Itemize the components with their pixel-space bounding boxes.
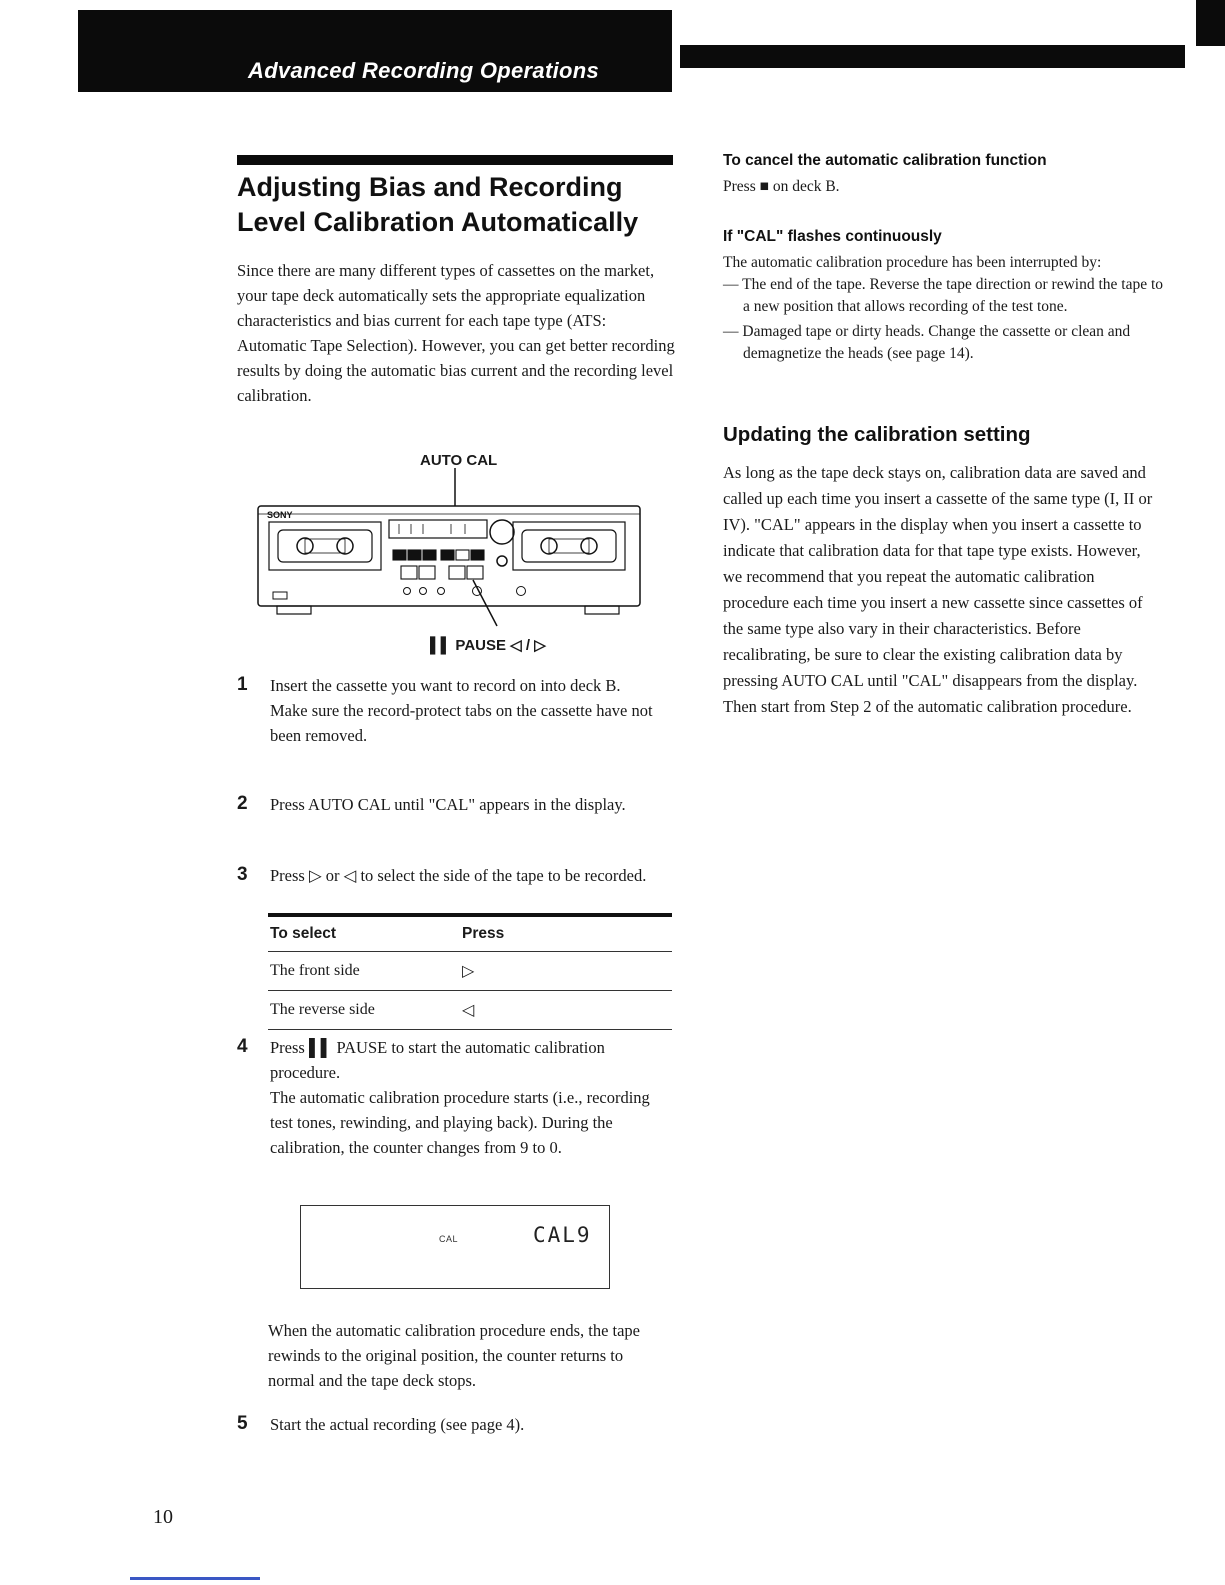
table-header: To select	[268, 915, 462, 952]
article-title-rule	[237, 155, 673, 165]
intro-paragraph: Since there are many different types of cassettes on the market, your tape deck automatically sets the appropriate equalization characteristics and bias current for each tape type (ATS: Automatic Tape Selection). However, you can get better recording results by doing the automatic bias current and the recording level calibration.	[237, 261, 675, 405]
select-press-table	[268, 913, 672, 1030]
forward-arrow-icon: ▷	[462, 952, 672, 991]
step-text	[270, 792, 674, 817]
reverse-arrow-icon: ◁	[462, 991, 672, 1030]
updating-heading: Updating the calibration setting	[723, 423, 1031, 446]
table-row	[268, 952, 672, 991]
flash-list-item: — The end of the tape. Reverse the tape direction or rewind the tape to a new position that allows recording of the test tone.	[723, 276, 1164, 315]
step-paragraph: The automatic calibration procedure starts (i.e., recording test tones, rewinding, and playing back). During the calibration, the counter changes from 9 to 0.	[270, 1088, 650, 1157]
flash-list-item: — Damaged tape or dirty heads. Change the cassette or clean and demagnetize the heads (see page 14).	[723, 323, 1131, 362]
flash-intro: The automatic calibration procedure has been interrupted by:	[723, 254, 1102, 271]
step-paragraph: Make sure the record-protect tabs on the cassette have not been removed.	[270, 701, 653, 745]
corner-scan-mark	[1196, 0, 1225, 46]
scan-artifact-line	[130, 1577, 260, 1580]
display-cal-indicator: CAL	[439, 1234, 459, 1244]
step-number: 5	[237, 1413, 248, 1434]
step-number: 1	[237, 674, 248, 695]
step-text	[270, 863, 674, 888]
table-header: Press	[462, 915, 672, 952]
updating-paragraph: As long as the tape deck stays on, calibration data are saved and called up each time you insert a cassette of the same type (I, II or IV). "CAL" appears in the display when you insert a cassette to indicate that calibration data for that tape type exists. However, we recommend that you repeat the automatic calibration procedure each time you insert a new cassette since cassettes of the same type also vary in their characteristics. Before recalibrating, be sure to clear the existing calibration data by pressing AUTO CAL until "CAL" disappears from the display. Then start from Step 2 of the automatic calibration procedure.	[723, 463, 1153, 716]
cancel-heading: To cancel the automatic calibration function	[723, 152, 1047, 169]
flash-heading: If "CAL" flashes continuously	[723, 228, 942, 245]
step-text	[270, 1035, 674, 1160]
step-followup-paragraph: When the automatic calibration procedure ends, the tape rewinds to the original position, the counter returns to normal and the tape deck stops.	[268, 1321, 641, 1390]
display-readout	[300, 1205, 610, 1289]
table-cell: The reverse side	[268, 991, 462, 1030]
step-paragraph: Start the actual recording (see page 4).	[270, 1415, 525, 1434]
step-text	[270, 1412, 674, 1437]
cancel-text: Press ■ on deck B.	[723, 178, 840, 195]
step-paragraph: Press ▌▌ PAUSE to start the automatic calibration procedure.	[270, 1038, 605, 1082]
deck-brand: SONY	[267, 510, 293, 520]
header-rule-right	[680, 45, 1185, 68]
step-paragraph: Insert the cassette you want to record on into deck B.	[270, 676, 621, 695]
step-paragraph: Press ▷ or ◁ to select the side of the tape to be recorded.	[270, 866, 647, 885]
page-number: 10	[153, 1506, 173, 1528]
article-title: Adjusting Bias and Recording Level Calibration Automatically	[237, 172, 639, 237]
table-cell: The front side	[268, 952, 462, 991]
section-title: Advanced Recording Operations	[248, 58, 599, 83]
flash-list	[723, 274, 1165, 368]
step-paragraph: Press AUTO CAL until "CAL" appears in the display.	[270, 795, 626, 814]
display-counter: CAL9	[533, 1223, 592, 1247]
tape-deck-illustration	[255, 468, 645, 633]
diagram-label-auto-cal: AUTO CAL	[420, 452, 498, 469]
step-text	[270, 673, 674, 748]
table-row	[268, 991, 672, 1030]
diagram-label-pause: ▌▌ PAUSE ◁ / ▷	[430, 637, 546, 654]
step-number: 2	[237, 793, 248, 814]
step-number: 4	[237, 1036, 248, 1057]
header-bar	[78, 10, 672, 92]
step-number: 3	[237, 864, 248, 885]
